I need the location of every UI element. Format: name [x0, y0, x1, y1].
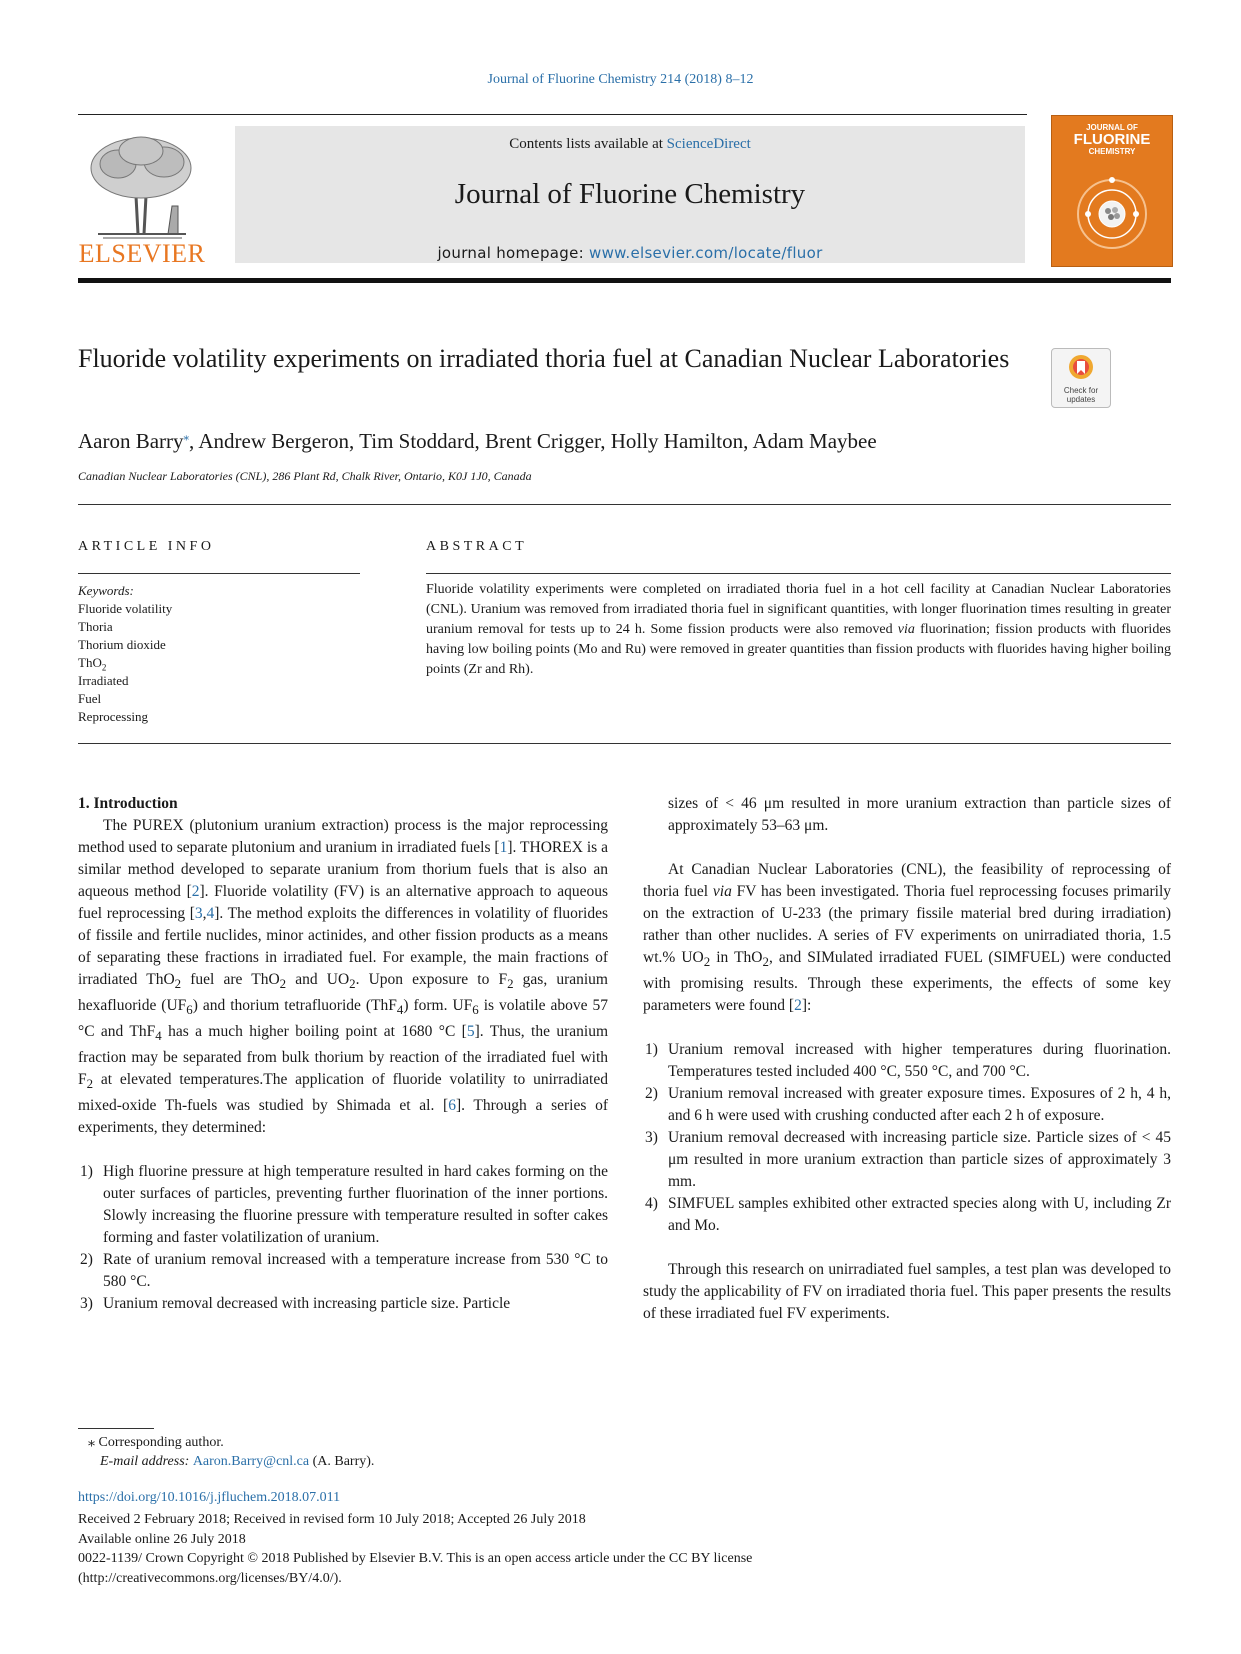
- list-item: [643, 1193, 1171, 1237]
- list-number: 4): [645, 1195, 658, 1213]
- keyword: Irradiated: [78, 673, 129, 688]
- atom-icon: [1074, 176, 1150, 252]
- bookmark-icon: [1067, 354, 1095, 384]
- citation-link[interactable]: 2: [794, 997, 802, 1015]
- email-suffix: (A. Barry).: [309, 1454, 375, 1469]
- list-number: 1): [80, 1163, 93, 1181]
- list-item: [643, 1127, 1171, 1193]
- elsevier-logo-text: ELSEVIER: [78, 239, 206, 268]
- keyword: Fluoride volatility: [78, 601, 173, 616]
- cover-line-1: JOURNAL OF: [1086, 123, 1138, 132]
- list-item-text: Rate of uranium removal increased with a temperature increase from 530 °C to 580 °C.: [103, 1251, 608, 1291]
- list-item-text: Uranium removal decreased with increasing particle size. Particle sizes of < 45 μm resulted in more uranium extraction than particle sizes of approximately 3 mm.: [668, 1129, 1171, 1191]
- received-dates: Received 2 February 2018; Received in revised form 10 July 2018; Accepted 26 July 2018: [78, 1512, 586, 1527]
- list-item-text: SIMFUEL samples exhibited other extracted species along with U, including Zr and Mo.: [668, 1195, 1171, 1235]
- affiliation: Canadian Nuclear Laboratories (CNL), 286 Plant Rd, Chalk River, Ontario, K0J 1J0, Canada: [78, 469, 532, 483]
- citation-link[interactable]: 1: [499, 839, 508, 856]
- publication-info: [78, 1510, 752, 1588]
- journal-cover-image[interactable]: [1051, 115, 1173, 267]
- list-number: 3): [645, 1129, 658, 1147]
- cover-line-2: FLUORINE: [1073, 131, 1151, 149]
- divider: [78, 573, 360, 574]
- list-item: [643, 1039, 1171, 1083]
- citation-link[interactable]: 4: [206, 905, 215, 922]
- author-name[interactable]: Aaron Barry: [78, 429, 184, 453]
- license-url[interactable]: (http://creativecommons.org/licenses/BY/4.0/).: [78, 1570, 342, 1586]
- divider: [78, 504, 1171, 505]
- header-bottom-rule: [78, 278, 1171, 283]
- body-right-column: [643, 793, 1171, 1325]
- list-item-text: Uranium removal increased with greater exposure times. Exposures of 2 h, 4 h, and 6 h were used with crushing conducted after each 2 h of exposure.: [668, 1085, 1171, 1125]
- check-for-updates-button[interactable]: [1051, 348, 1111, 408]
- author-names-rest: , Andrew Bergeron, Tim Stoddard, Brent Crigger, Holly Hamilton, Adam Maybee: [189, 429, 877, 453]
- author-list: [78, 429, 877, 454]
- citation-link[interactable]: 2: [191, 883, 200, 900]
- header-top-rule: [78, 114, 1027, 115]
- list-item: [78, 1161, 608, 1249]
- list-item-text: Uranium removal decreased with increasing particle size. Particle: [103, 1295, 511, 1313]
- article-title: Fluoride volatility experiments on irradiated thoria fuel at Canadian Nuclear Laboratories: [78, 344, 1010, 373]
- section-heading: 1. Introduction: [78, 795, 178, 812]
- parameters-list: [643, 1039, 1171, 1237]
- doi-link[interactable]: https://doi.org/10.1016/j.jfluchem.2018.07.011: [78, 1490, 341, 1505]
- list-item: [78, 1249, 608, 1293]
- email-link[interactable]: Aaron.Barry@cnl.ca: [192, 1454, 310, 1469]
- list-item: [78, 1293, 608, 1315]
- list-continuation: sizes of < 46 μm resulted in more uranium extraction than particle sizes of approximately 53–63 μm.: [668, 795, 1171, 834]
- footnote: [78, 1433, 374, 1471]
- list-number: 2): [645, 1085, 658, 1103]
- keyword: Thoria: [78, 619, 113, 634]
- citation-link[interactable]: 3: [194, 905, 203, 922]
- journal-title: Journal of Fluorine Chemistry: [454, 178, 806, 210]
- abstract-text: [426, 580, 1171, 680]
- check-updates-label: Check for updates: [1063, 386, 1099, 404]
- journal-header-box: [235, 126, 1025, 263]
- divider: [426, 573, 1171, 574]
- intro-paragraph-1: The PUREX (plutonium uranium extraction) process is the major reprocessing method used to separate plutonium and uranium in irradiated fuels [1]. THOREX is a similar method developed to separate uranium from thorium fuels that is also an aqueous method [2]. Fluoride volatility (FV) is an alternative approach to aqueous fuel reprocessing [3,4]. The method exploits the differences in volatility of fluorides of fissile and fertile nuclides, minor actinides, and other fission products as a means of separating these fractions in irradiated fuel. For example, the main fractions of irradiated ThO$_2$ fuel are ThO$_2$ and $UO_2$. Upon exposure to $F_2$ gas, uranium hexafluoride $(UF_6)$ and thorium tetrafluoride (ThF$_4$) form. $UF_6$ is volatile above 57 °C and ThF$_4$ has a much higher boiling point at 1680 °C [5]. Thus, the uranium fraction may be separated from bulk thorium by reaction of the irradiated fuel with $F_2$ at elevated temperatures.The application of fluoride volatility to unirradiated mixed-oxide Th-fuels was studied by Shimada et al. [6]. Through a series of experiments, they determined:: [78, 817, 609, 1137]
- abstract-part-1: Fluoride volatility experiments were completed on irradiated thoria fuel in a hot cell facility at Canadian Nuclear Laboratories (CNL). Uranium was removed from irradiated thoria fuel in significant quantities, with longer fluorination times resulting in greater uranium removal for tests up to 24 h. Some fission products were also removed: [426, 582, 1171, 637]
- cover-line-3: CHEMISTRY: [1088, 147, 1136, 157]
- list-number: 1): [645, 1041, 658, 1059]
- contents-prefix: Contents lists available at: [509, 136, 667, 152]
- corresponding-author-note: ⁎ Corresponding author.: [88, 1435, 224, 1450]
- abstract-heading: ABSTRACT: [426, 539, 528, 554]
- list-number: 3): [80, 1295, 93, 1313]
- footnote-rule: [78, 1428, 154, 1429]
- list-item-text: High fluorine pressure at high temperature resulted in hard cakes forming on the outer surfaces of particles, preventing further fluorination of the inner portions. Slowly increasing the fluorine pressure with temperature resulted in softer cakes forming and faster volatilization of uranium.: [103, 1163, 608, 1247]
- keyword-tho2: ThO$_2$: [78, 655, 107, 673]
- abstract-part-2: fluorination; fission products with fluorides having low boiling points (Mo and Ru) were removed in greater quantities than fission products with fluorides having higher boiling points (Zr and Rh).: [426, 622, 1171, 677]
- article-info-heading: ARTICLE INFO: [78, 539, 215, 554]
- citation-link[interactable]: 6: [448, 1097, 456, 1115]
- body-left-column: [78, 793, 608, 1315]
- email-line: [78, 1452, 374, 1471]
- keyword-list: [78, 600, 172, 726]
- citation-link[interactable]: 5: [466, 1023, 475, 1041]
- copyright-line: 0022-1139/ Crown Copyright © 2018 Published by Elsevier B.V. This is an open access article under the CC BY license: [78, 1551, 753, 1566]
- homepage-link[interactable]: www.elsevier.com/locate/fluor: [589, 244, 823, 262]
- sciencedirect-link[interactable]: ScienceDirect: [666, 136, 751, 152]
- list-item: [643, 1083, 1171, 1127]
- journal-reference[interactable]: Journal of Fluorine Chemistry 214 (2018) 8–12: [487, 72, 754, 87]
- contents-line: [235, 136, 1025, 153]
- cover-title: [1052, 124, 1172, 157]
- email-label: E-mail address:: [100, 1454, 193, 1469]
- keyword: Reprocessing: [78, 709, 149, 724]
- keyword: Fuel: [78, 691, 102, 706]
- list-number: 2): [80, 1251, 93, 1269]
- corresponding-author-mark[interactable]: ⁎: [183, 431, 190, 443]
- journal-homepage: [235, 244, 1025, 262]
- keywords-label: Keywords:: [78, 583, 134, 598]
- findings-list: [78, 1161, 608, 1315]
- homepage-prefix: journal homepage:: [437, 244, 590, 262]
- keyword: Thorium dioxide: [78, 637, 166, 652]
- list-item-text: Uranium removal increased with higher temperatures during fluorination. Temperatures tested included 400 °C, 550 °C, and 700 °C.: [668, 1041, 1171, 1081]
- abstract-via: via: [897, 622, 915, 637]
- intro-paragraph-2: At Canadian Nuclear Laboratories (CNL), the feasibility of reprocessing of thoria fuel via FV has been investigated. Thoria fuel reprocessing focuses primarily on the extraction of U-233 (the primary fissile material bred during irradiation) rather than other nuclides. A series of FV experiments on unirradiated thoria, 1.5 wt.% $UO_2$ in ThO$_2$, and SIMulated irradiated FUEL (SIMFUEL) were conducted with promising results. Through these experiments, the effects of some key parameters were found [2]:: [643, 861, 1171, 1015]
- divider: [78, 743, 1171, 744]
- intro-paragraph-3: Through this research on unirradiated fuel samples, a test plan was developed to study the applicability of FV on irradiated thoria fuel. This paper presents the results of these irradiated fuel FV experiments.: [643, 1261, 1171, 1323]
- available-online: Available online 26 July 2018: [78, 1531, 246, 1547]
